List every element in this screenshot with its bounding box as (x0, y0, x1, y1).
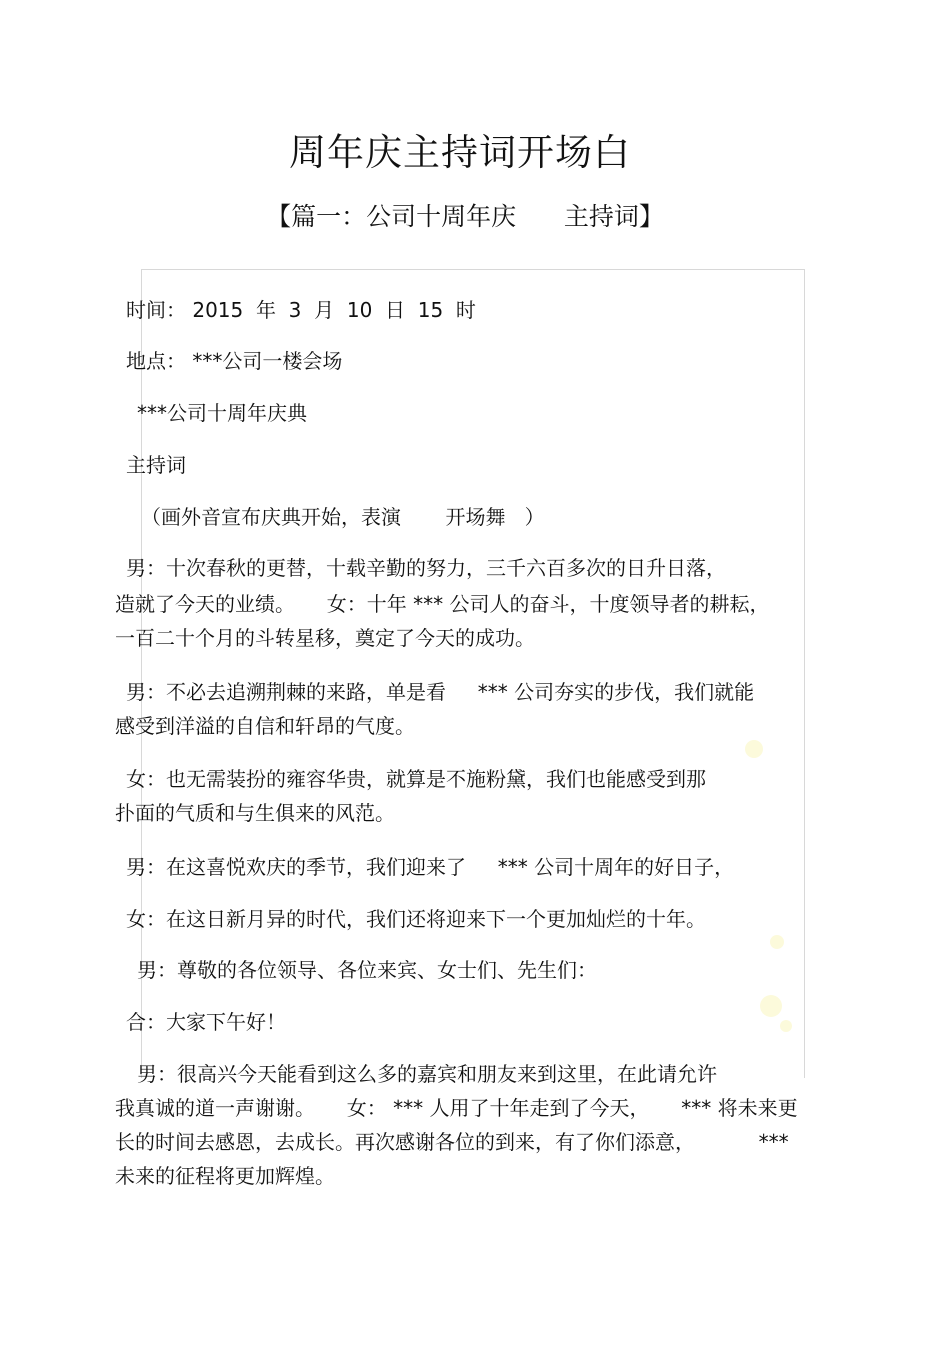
section-heading: 主持词 (126, 453, 186, 477)
paragraph-line: 一百二十个月的斗转星移，奠定了今天的成功。 (115, 626, 535, 650)
paragraph-line: 未来的征程将更加辉煌。 (115, 1164, 335, 1188)
paragraph-line: 男：很高兴今天能看到这么多的嘉宾和朋友来到这里，在此请允许 (137, 1062, 717, 1086)
decorative-sparkle (760, 995, 782, 1017)
decorative-sparkle (780, 1020, 792, 1032)
decorative-sparkle (770, 935, 784, 949)
paragraph-line: 我真诚的道一声谢谢。 女： *** 人用了十年走到了今天， *** 将未来更 (115, 1096, 798, 1120)
location-line: 地点： ***公司一楼会场 (126, 349, 343, 373)
paragraph-line: 扑面的气质和与生俱来的风范。 (115, 801, 395, 825)
paragraph-line: 男：不必去追溯荆棘的来路，单是看 *** 公司夯实的步伐，我们就能 (126, 680, 755, 704)
document-title: 周年庆主持词开场白 (289, 131, 631, 174)
decorative-sparkle (745, 740, 763, 758)
stage-direction: （画外音宣布庆典开始，表演 开场舞 ） (141, 505, 545, 529)
paragraph-line: 长的时间去感恩，去成长。再次感谢各位的到来，有了你们添意， *** (115, 1130, 789, 1154)
paragraph-line: 合：大家下午好！ (126, 1010, 286, 1034)
paragraph-line: 女：也无需装扮的雍容华贵，就算是不施粉黛，我们也能感受到那 (126, 767, 706, 791)
paragraph-line: 男：在这喜悦欢庆的季节，我们迎来了 *** 公司十周年的好日子， (126, 855, 735, 879)
paragraph-line: 男：尊敬的各位领导、各位来宾、女士们、先生们： (137, 958, 597, 982)
document-subtitle: 【篇一：公司十周年庆 主持词】 (266, 202, 664, 231)
event-name: ***公司十周年庆典 (137, 401, 307, 425)
paragraph-line: 造就了今天的业绩。 女：十年 *** 公司人的奋斗，十度领导者的耕耘， (115, 592, 770, 616)
paragraph-line: 感受到洋溢的自信和轩昂的气度。 (115, 714, 415, 738)
paragraph-line: 男：十次春秋的更替，十载辛勤的努力，三千六百多次的日升日落， (126, 556, 726, 580)
paragraph-line: 女：在这日新月异的时代，我们还将迎来下一个更加灿烂的十年。 (126, 907, 706, 931)
time-line: 时间： 2015 年 3 月 10 日 15 时 (126, 298, 476, 322)
